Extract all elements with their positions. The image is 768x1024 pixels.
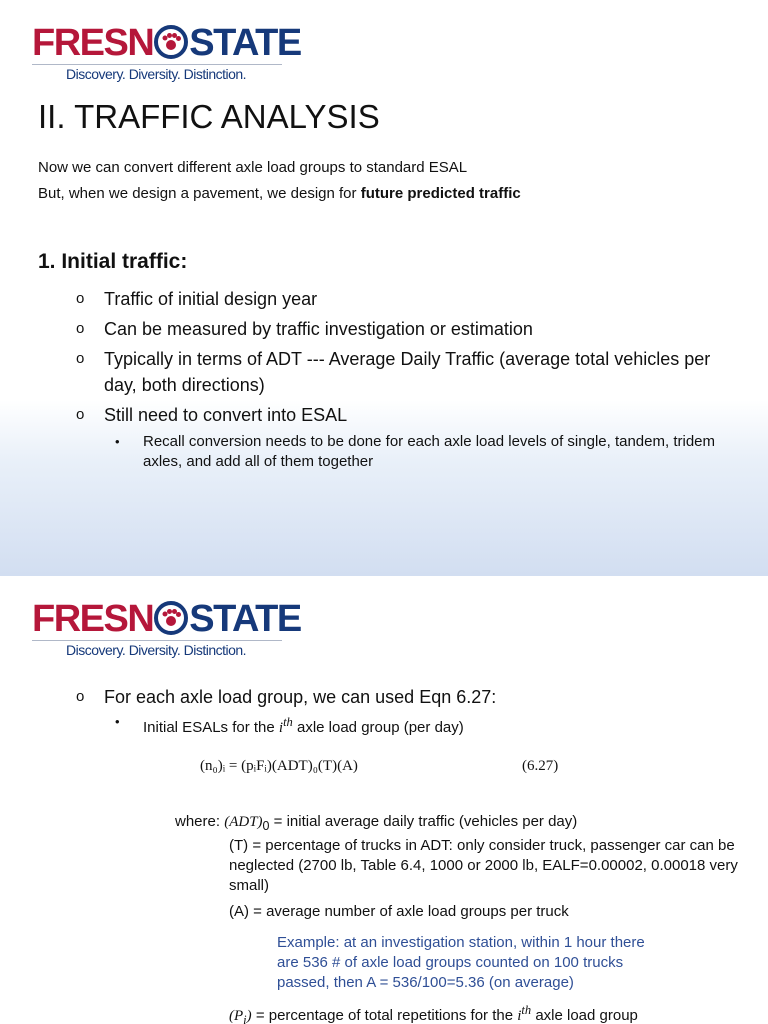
p-definition: $(P_i)$ = percentage of total repetitions for the $i^{th}$ axle load group bbox=[229, 1003, 638, 1024]
slide-title: II. TRAFFIC ANALYSIS bbox=[38, 98, 380, 135]
logo-wordmark: FRESN STATE bbox=[32, 598, 301, 640]
logo-tagline: Discovery. Diversity. Distinction. bbox=[66, 66, 247, 82]
logo-wordmark: FRESN STATE bbox=[32, 22, 301, 64]
logo-divider bbox=[32, 64, 282, 65]
list-item: o Still need to convert into ESAL bbox=[104, 402, 744, 428]
fresno-state-logo bbox=[32, 22, 301, 86]
list-item: o Typically in terms of ADT --- Average Daily Traffic (average total vehicles per day, both directions) bbox=[104, 346, 734, 398]
sub-bullet-marker: • bbox=[115, 714, 120, 729]
intro-line-1: Now we can convert different axle load groups to standard ESAL bbox=[38, 159, 468, 176]
example-note: Example: at an investigation station, within 1 hour there are 536 # of axle load groups counted on 100 trucks passed, then A = 536/100=5.36 (on average) bbox=[277, 934, 645, 991]
list-item: o Can be measured by traffic investigation or estimation bbox=[104, 316, 744, 342]
slide-2 bbox=[0, 576, 768, 1024]
bullet-marker: o bbox=[76, 320, 85, 337]
section-heading: 1. Initial traffic: bbox=[38, 250, 188, 273]
where-line: where: $(ADT)_0$ = initial average daily traffic (vehicles per day) bbox=[175, 813, 578, 833]
intro-emphasis: future predicted traffic bbox=[360, 185, 521, 202]
t-definition: (T) = percentage of trucks in ADT: only consider truck, passenger car can be neglected (2700 lb, Table 6.4, 1000 or 2000 lb, EALF=0.00002, 0.00018 very small) bbox=[229, 837, 738, 894]
fresno-state-logo bbox=[32, 598, 301, 662]
list-item: o For each axle load group, we can used Eqn 6.27: bbox=[104, 684, 744, 710]
bulldog-paw-icon bbox=[154, 25, 188, 59]
list-item: o Traffic of initial design year bbox=[104, 286, 744, 312]
logo-divider bbox=[32, 640, 282, 641]
equation-number: (6.27) bbox=[522, 758, 559, 774]
sub-list-item: • Initial ESALs for the $i^{th}$ axle load group (per day) bbox=[115, 714, 464, 736]
bullet-marker: o bbox=[76, 290, 85, 307]
a-definition: (A) = average number of axle load groups per truck bbox=[229, 903, 569, 920]
logo-tagline: Discovery. Diversity. Distinction. bbox=[66, 642, 247, 658]
bullet-marker: o bbox=[76, 688, 85, 705]
bulldog-paw-icon bbox=[154, 601, 188, 635]
bullet-marker: o bbox=[76, 350, 85, 367]
equation: (n₀)ᵢ = (pᵢFᵢ)(ADT)₀(T)(A) bbox=[200, 758, 358, 774]
sub-list-item: • Recall conversion needs to be done for each axle load levels of single, tandem, tridem axles, and add all of them together bbox=[115, 433, 715, 470]
bullet-marker: o bbox=[76, 406, 85, 423]
sub-bullet-marker: • bbox=[115, 434, 120, 449]
intro-line-2: But, when we design a pavement, we design for future predicted traffic bbox=[38, 185, 521, 202]
